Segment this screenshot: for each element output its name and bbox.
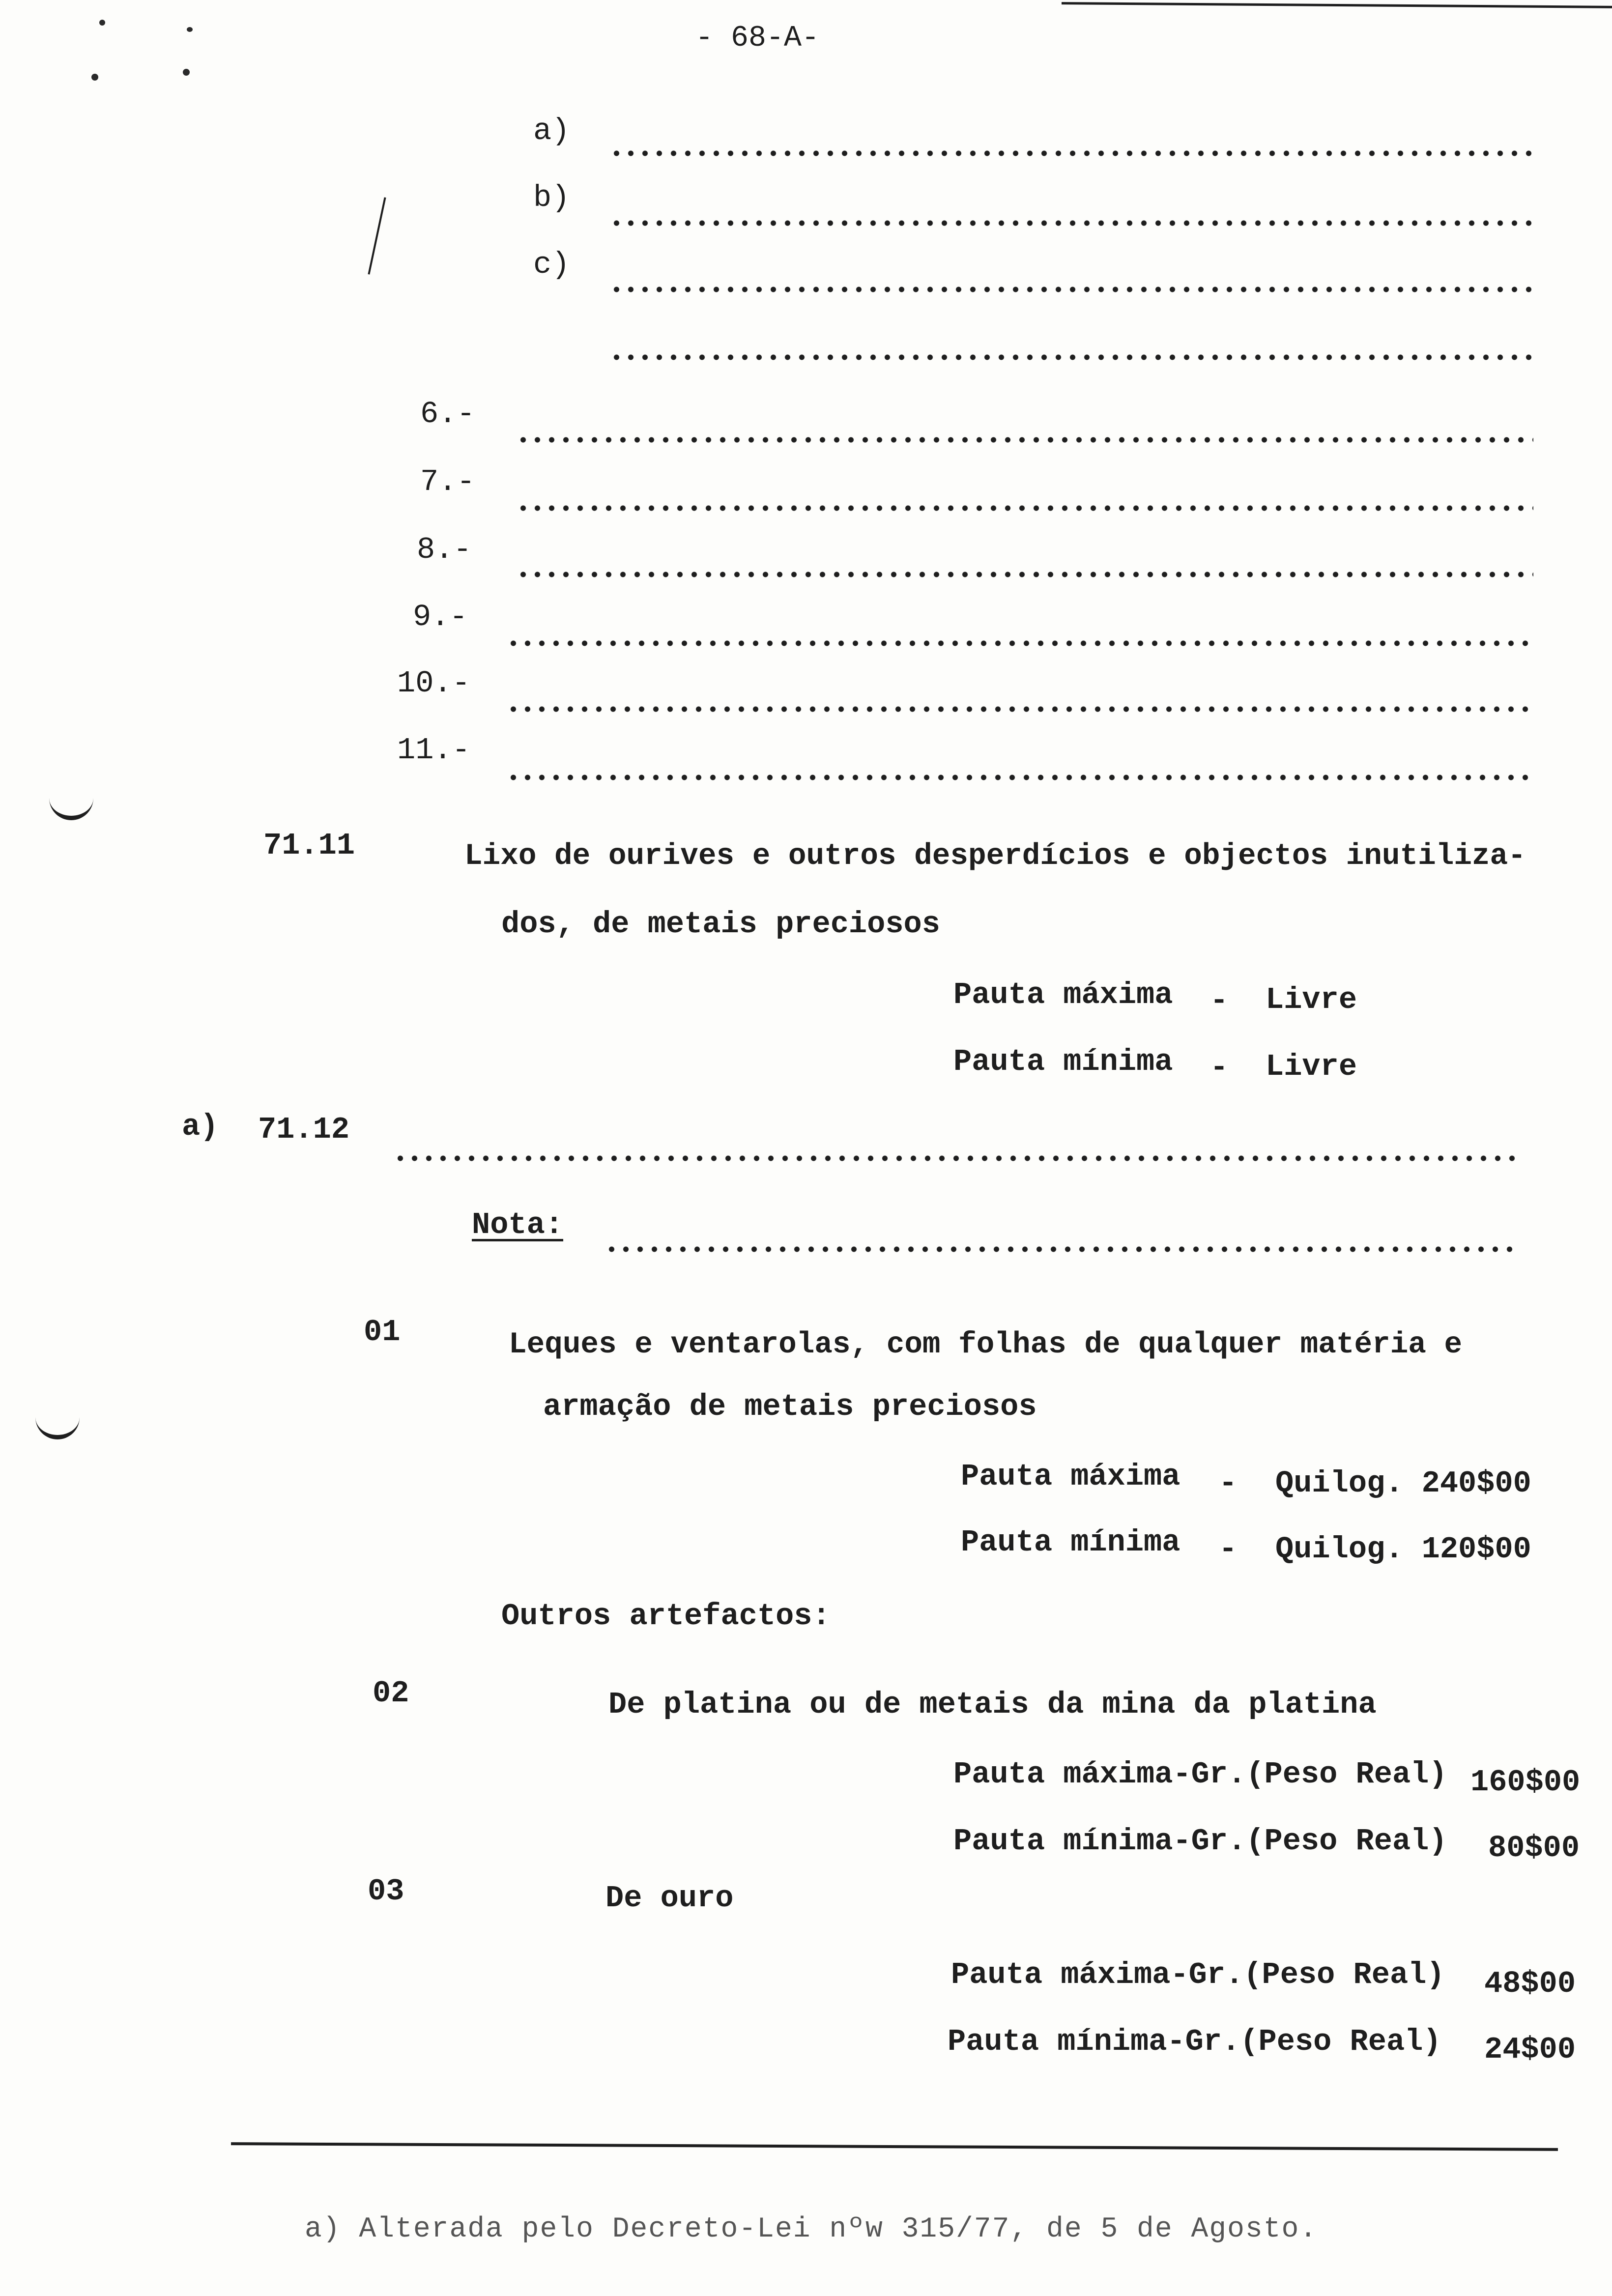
sub-item-label: a) (533, 114, 570, 148)
rate-dash: - (1219, 1466, 1238, 1501)
dot-leader (609, 354, 1533, 361)
sub-item-label: c) (533, 247, 570, 282)
tariff-code: 71.12 (258, 1112, 350, 1147)
rate-min-label: Pauta mínima-Gr.(Peso Real) (953, 1824, 1447, 1859)
item-description: armação de metais preciosos (543, 1389, 1037, 1424)
amendment-marker: a) (182, 1109, 219, 1144)
rate-min-label: Pauta mínima (961, 1525, 1180, 1560)
rate-max-value: 48$00 (1484, 1966, 1576, 2001)
pen-stroke (368, 197, 386, 274)
tariff-description: dos, de metais preciosos (501, 907, 940, 942)
item-code: 02 (373, 1676, 409, 1711)
rate-max-value: Livre (1266, 982, 1357, 1017)
numbered-item-label: 6.- (420, 397, 475, 431)
item-description: De platina ou de metais da mina da platina (608, 1687, 1377, 1722)
dot-leader (609, 220, 1533, 227)
footnote-text: a) Alterada pelo Decreto-Lei nºw 315/77, de 5 de Agosto. (305, 2213, 1318, 2245)
tariff-description: Lixo de ourives e outros desperdícios e objectos inutiliza- (464, 839, 1526, 873)
dot-leader (516, 505, 1533, 512)
rate-min-value: 80$00 (1488, 1831, 1580, 1866)
rate-dash: - (1219, 1532, 1238, 1567)
rate-min-label: Pauta mínima (953, 1044, 1173, 1079)
rate-dash: - (1210, 983, 1229, 1018)
rate-min-value: Livre (1266, 1049, 1357, 1084)
margin-bracket-mark (49, 796, 93, 820)
dot-leader (506, 640, 1533, 647)
dot-leader (516, 571, 1533, 578)
margin-bracket-mark (35, 1415, 80, 1439)
subheading: Outros artefactos: (501, 1599, 831, 1634)
rate-max-label: Pauta máxima (961, 1459, 1180, 1494)
rate-max-label: Pauta máxima (953, 977, 1173, 1012)
numbered-item-label: 7.- (420, 464, 475, 499)
punch-mark (91, 74, 98, 81)
item-code: 01 (364, 1315, 401, 1349)
dot-leader (506, 774, 1533, 781)
numbered-item-label: 8.- (417, 532, 472, 567)
dot-leader (604, 1246, 1519, 1253)
dot-leader (506, 706, 1533, 713)
dot-leader (609, 286, 1533, 293)
item-description: Leques e ventarolas, com folhas de qualquer matéria e (509, 1328, 1463, 1362)
punch-mark (187, 27, 193, 32)
rate-min-label: Pauta mínima-Gr.(Peso Real) (948, 2024, 1441, 2059)
rate-max-label: Pauta máxima-Gr.(Peso Real) (951, 1957, 1445, 1992)
rate-max-value: Quilog. 240$00 (1275, 1466, 1531, 1501)
rate-min-value: 24$00 (1484, 2032, 1576, 2067)
punch-mark (183, 69, 190, 76)
rate-max-label: Pauta máxima-Gr.(Peso Real) (953, 1757, 1447, 1792)
top-edge-line (1062, 2, 1612, 8)
nota-label: Nota: (472, 1207, 564, 1242)
page-number: - 68-A- (695, 22, 820, 55)
dot-leader (393, 1155, 1519, 1162)
rate-max-value: 160$00 (1470, 1765, 1581, 1800)
tariff-code: 71.11 (263, 828, 355, 863)
numbered-item-label: 11.- (397, 733, 470, 768)
footnote-separator (231, 2142, 1558, 2151)
sub-item-label: b) (533, 180, 570, 215)
numbered-item-label: 9.- (413, 600, 468, 634)
punch-mark (99, 20, 105, 26)
dot-leader (516, 436, 1533, 443)
rate-min-value: Quilog. 120$00 (1275, 1532, 1531, 1567)
dot-leader (609, 150, 1533, 157)
numbered-item-label: 10.- (397, 666, 470, 701)
item-description: De ouro (605, 1881, 734, 1916)
rate-dash: - (1210, 1050, 1229, 1085)
item-code: 03 (368, 1874, 404, 1909)
